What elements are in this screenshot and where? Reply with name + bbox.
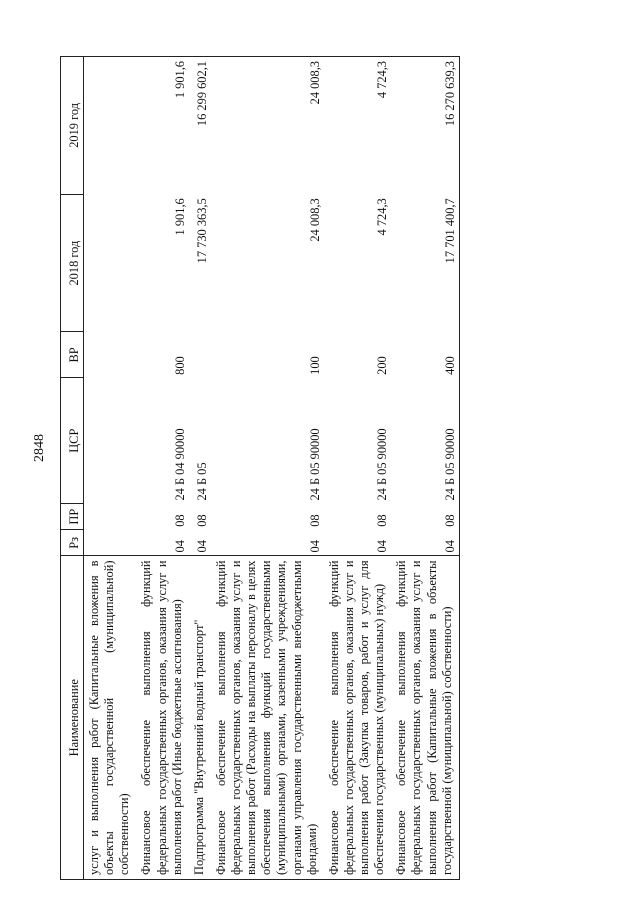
row-vr: [189, 332, 211, 378]
header-2019: 2019 год: [61, 57, 84, 195]
row-rz: 04: [172, 540, 187, 553]
row-2018: [84, 194, 137, 332]
row-pr: 08: [391, 504, 459, 530]
table-row: [211, 57, 324, 880]
row-csr: 24 Б 05 90000: [391, 378, 459, 504]
row-2019: 16 299 602,1: [189, 57, 211, 195]
table-row: [84, 57, 137, 880]
row-2018: 17 730 363,5: [194, 198, 209, 264]
row-vr: 400: [391, 332, 459, 378]
header-vr: ВР: [61, 332, 84, 378]
header-name: Наименование: [61, 556, 84, 880]
row-csr: 24 Б 05: [194, 462, 209, 501]
table-row: [189, 57, 211, 880]
row-name: Финансовое обеспечение выполнения функций федеральных государственных органов, оказания услуг и выполнения работ (Капитальные вложения в объекты государственной (муниципальной) собственности): [391, 556, 459, 880]
table-header-row: [61, 57, 84, 880]
table-row: [391, 57, 459, 880]
row-pr: 08: [172, 514, 187, 527]
row-pr: 08: [194, 514, 209, 527]
row-2018: 4 724,3: [375, 198, 390, 236]
row-csr: 24 Б 05 90000: [375, 428, 390, 501]
rotated-budget-table-sheet: [60, 40, 620, 880]
row-csr: 24 Б 04 90000: [172, 428, 187, 501]
row-vr: 100: [307, 356, 322, 375]
row-2019: 16 270 639,3: [391, 57, 459, 195]
row-pr: [84, 504, 137, 530]
row-name: Финансовое обеспечение выполнения функций федеральных государственных органов, оказания услуг и выполнения работ (Расходы на выплаты персоналу в целях обеспечения выполнения функций государственными (муниципальными) органами, казенными учреждениями, органами управления государственными внебюджетными фондами): [211, 556, 324, 880]
row-name: Финансовое обеспечение выполнения функций федеральных государственных органов, оказания услуг и выполнения работ (Иные бюджетные ассигнования): [136, 556, 188, 880]
table-row: [136, 57, 188, 880]
row-2019: 1 901,6: [136, 57, 188, 195]
row-vr: [84, 332, 137, 378]
row-2018: 24 008,3: [307, 198, 322, 242]
page-number: 2848: [32, 434, 47, 462]
row-csr: [84, 378, 137, 504]
row-name: Финансовое обеспечение выполнения функций федеральных государственных органов, оказания услуг и выполнения работ (Закупка товаров, работ и услуг для обеспечения государственных (муниципальных) нужд): [324, 556, 392, 880]
header-rz: Рз: [61, 530, 84, 556]
row-name: Подпрограмма "Внутренний водный транспорт": [189, 556, 211, 880]
row-pr: 08: [375, 514, 390, 527]
row-rz: 04: [391, 530, 459, 556]
budget-table: [60, 56, 460, 880]
row-vr: 200: [375, 356, 390, 375]
row-rz: 04: [375, 540, 390, 553]
row-2019: [84, 57, 137, 195]
row-2019: 4 724,3: [324, 57, 392, 195]
row-rz: [84, 530, 137, 556]
row-2018: 17 701 400,7: [391, 194, 459, 332]
row-name: услуг и выполнения работ (Капитальные вложения в объекты государственной (муниципальной) собственности): [84, 556, 137, 880]
row-rz: 04: [194, 540, 209, 553]
header-2018: 2018 год: [61, 194, 84, 332]
row-pr: 08: [307, 514, 322, 527]
row-csr: 24 Б 05 90000: [307, 428, 322, 501]
row-2018: 1 901,6: [172, 198, 187, 236]
row-vr: 800: [172, 356, 187, 375]
row-2019: 24 008,3: [211, 57, 324, 195]
row-rz: 04: [307, 540, 322, 553]
table-row: [324, 57, 392, 880]
header-pr: ПР: [61, 504, 84, 530]
header-csr: ЦСР: [61, 378, 84, 504]
